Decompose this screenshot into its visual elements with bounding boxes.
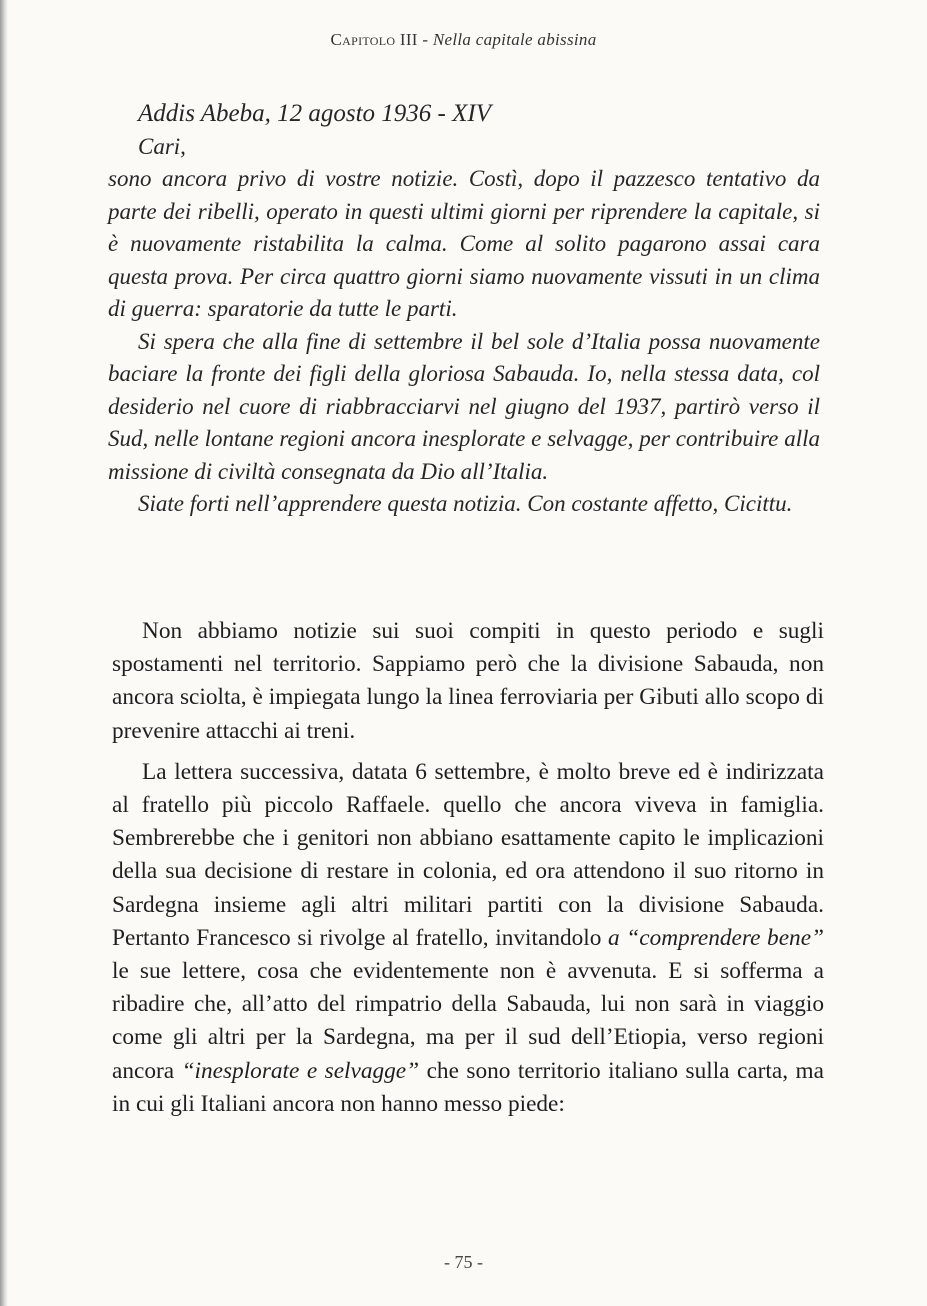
- body-quote-comprendere-bene: a “comprendere bene”: [608, 924, 824, 951]
- quoted-letter: [108, 98, 820, 521]
- running-head-chapter: Capitolo III: [330, 30, 418, 49]
- body-paragraph-2-part-1: La lettera successiva, datata 6 settembre, è molto breve ed è indirizzata al fratello più piccolo Raffaele. quello che ancora viveva in famiglia. Sembrerebbe che i genitori non abbiano esattamente capito le implicazioni della sua decisione di restare in colonia, ed ora attendono il suo ritorno in Sardegna insieme agli altri militari partiti con la divisione Sabauda. Pertanto Francesco si rivolge al fratello, invitandolo: [112, 758, 824, 951]
- body-text: [112, 615, 824, 1121]
- letter-paragraph-3: Siate forti nell’apprendere questa notizia. Con costante affetto, Cicittu.: [138, 491, 793, 516]
- body-paragraph-2-part-2: le sue lettere, cosa che evidentemente non è avvenuta. E si sofferma a ribadire che, all’atto del rimpatrio della Sabauda, lui non sarà in viaggio come gli altri per la Sardegna, ma per il sud dell’Etiopia, verso regioni ancora: [112, 958, 824, 1084]
- body-quote-inesplorate: “inesplorate e selvagge”: [181, 1057, 420, 1084]
- body-paragraph-2-part-3: che sono territorio italiano sulla carta, ma in cui gli Italiani ancora non hanno messo piede:: [112, 1057, 824, 1117]
- running-head-separator: -: [417, 30, 433, 49]
- body-paragraph-2: [112, 756, 824, 1121]
- letter-salutation: Cari,: [138, 133, 186, 159]
- running-head-title: Nella capitale abissina: [432, 30, 597, 49]
- page-binding-shadow: [0, 0, 8, 1306]
- running-head: [0, 30, 927, 50]
- letter-paragraph-2: Si spera che alla fine di settembre il bel sole d’Italia possa nuovamente baciare la fronte dei figli della gloriosa Sabauda. Io, nella stessa data, col desiderio nel cuore di riabbracciarvi nel giugno del 1937, partirò verso il Sud, nelle lontane regioni ancora inesplorate e selvagge, per contribuire alla missione di civiltà consegnata da Dio all’Italia.: [108, 328, 820, 484]
- letter-paragraph-1: sono ancora privo di vostre notizie. Costì, dopo il pazzesco tentativo da parte dei ribelli, operato in questi ultimi giorni per riprendere la capitale, si è nuovamente ristabilita la calma. Come al solito pagarono assai cara questa prova. Per circa quattro giorni siamo nuovamente vissuti in un clima di guerra: sparatorie da tutte le parti.: [108, 166, 820, 321]
- page-number: - 75 -: [444, 1252, 483, 1272]
- letter-dateline: Addis Abeba, 12 agosto 1936 - XIV: [138, 100, 491, 127]
- body-paragraph-1: Non abbiamo notizie sui suoi compiti in questo periodo e sugli spostamenti nel territorio. Sappiamo però che la divisione Sabauda, non ancora sciolta, è impiegata lungo la linea ferroviaria per Gibuti allo scopo di prevenire attacchi ai treni.: [112, 618, 824, 744]
